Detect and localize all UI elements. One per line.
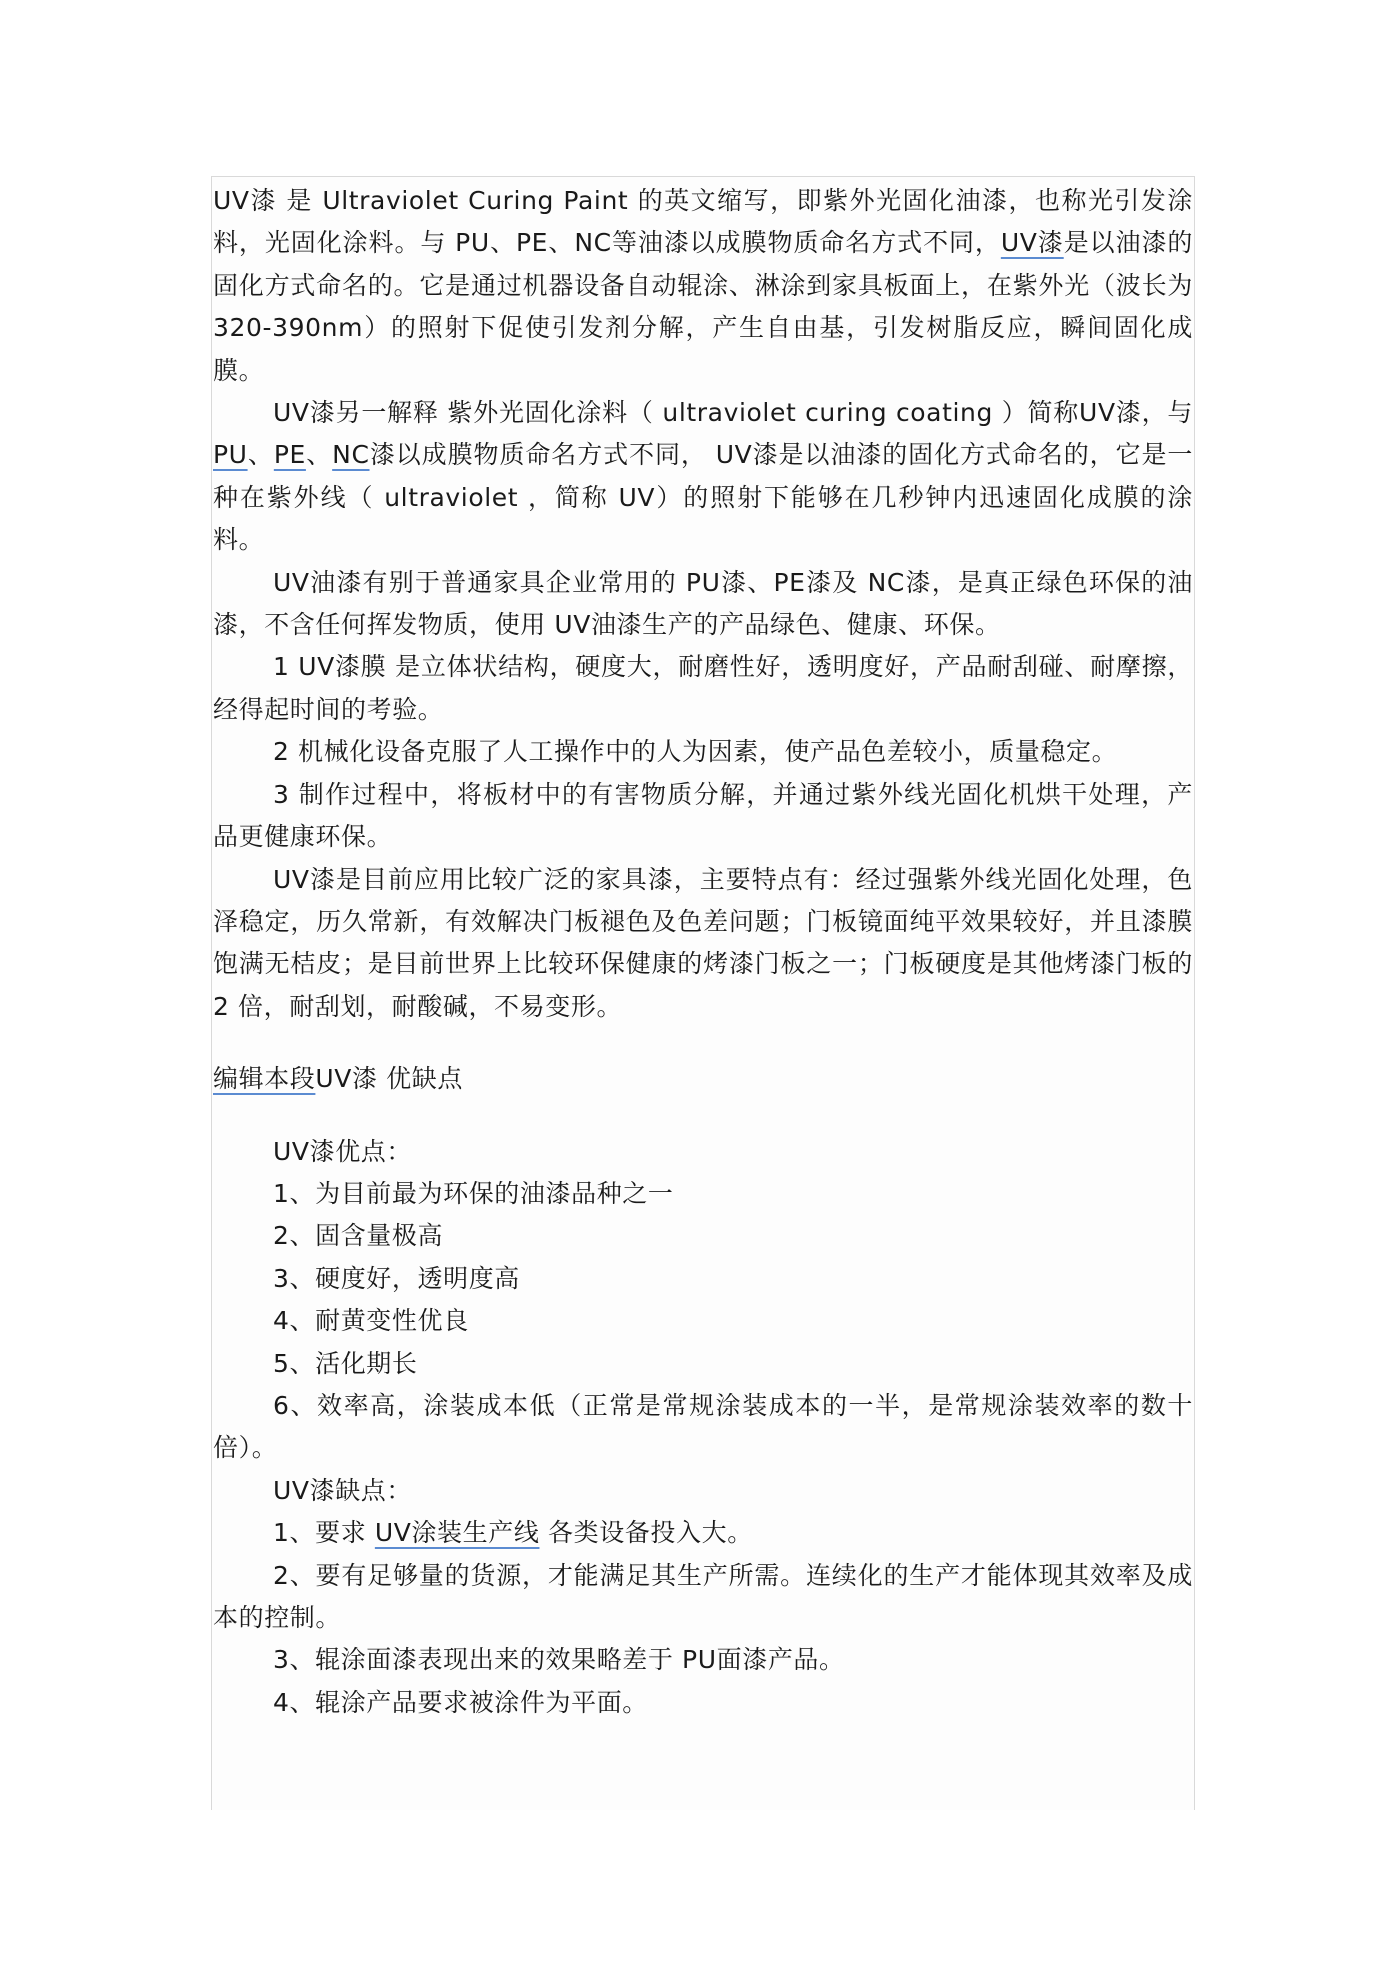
cons-item: 4、辊涂产品要求被涂件为平面。 (273, 1687, 648, 1717)
link-uv-coating-line[interactable]: UV涂装生产线 (374, 1518, 540, 1548)
paragraph-features: UV漆是目前应用比较广泛的家具漆，主要特点有：经过强紫外线光固化处理，色泽稳定，历久常新，有效解决门板褪色及色差问题；门板镜面纯平效果较好，并且漆膜饱满无桔皮；是目前世界上比较环保健康的烤漆门板之一；门板硬度是其他烤漆门板的 2 倍，耐刮划，耐酸碱，不易变形。 (213, 864, 1193, 1021)
edit-section-link[interactable]: 编辑本段 (213, 1064, 316, 1094)
paragraph-point-3: 3 制作过程中，将板材中的有害物质分解，并通过紫外线光固化机烘干处理，产品更健康环保。 (213, 779, 1193, 852)
cons-item: 2、要有足够量的货源，才能满足其生产所需。连续化的生产才能体现其效率及成本的控制。 (213, 1560, 1193, 1632)
document-content (213, 180, 1193, 1724)
cons-item: 3、辊涂面漆表现出来的效果略差于 PU面漆产品。 (273, 1645, 845, 1675)
pros-heading: UV漆优点： (273, 1136, 413, 1166)
section-heading (213, 1058, 1193, 1100)
pros-item: 6、效率高，涂装成本低（正常是常规涂装成本的一半，是常规涂装效率的数十倍）。 (213, 1390, 1193, 1463)
paragraph-green: UV油漆有别于普通家具企业常用的 PU漆、PE漆及 NC漆，是真正绿色环保的油漆，不含任何挥发物质，使用 UV油漆生产的产品绿色、健康、环保。 (213, 567, 1193, 640)
cons-item: 1、要求 UV涂装生产线 各类设备投入大。 (273, 1518, 753, 1548)
paragraph-intro: UV漆 是 Ultraviolet Curing Paint 的英文缩写，即紫外光固化油漆，也称光引发涂料，光固化涂料。与 PU、PE、NC等油漆以成膜物质命名方式不同，UV漆是以油漆的固化方式命名的。它是通过机器设备自动辊涂、淋涂到家具板面上，在紫外光（波长为 320-390nm）的照射下促使引发剂分解，产生自由基，引发树脂反应，瞬间固化成膜。 (213, 186, 1193, 385)
paragraph-point-1: 1 UV漆膜 是立体状结构，硬度大，耐磨性好，透明度好，产品耐刮碰、耐摩擦，经得起时间的考验。 (213, 652, 1193, 724)
pros-item: 1、为目前最为环保的油漆品种之一 (273, 1178, 674, 1208)
link-pu[interactable]: PU (213, 440, 248, 470)
section-title: UV漆 优缺点 (315, 1064, 463, 1094)
cons-heading: UV漆缺点： (273, 1475, 413, 1505)
pros-item: 4、耐黄变性优良 (273, 1306, 469, 1336)
paragraph-point-2: 2 机械化设备克服了人工操作中的人为因素，使产品色差较小，质量稳定。 (273, 737, 1118, 767)
link-uv-paint[interactable]: UV漆 (1000, 228, 1064, 258)
link-pe[interactable]: PE (273, 440, 306, 470)
paragraph-alt-definition: UV漆另一解释 紫外光固化涂料（ ultraviolet curing coating ）简称UV漆，与 PU、PE、NC漆以成膜物质命名方式不同， UV漆是以油漆的固化方式命名的，它是一种在紫外线（ ultraviolet ，简称 UV）的照射下能够在几秒钟内迅速固化成膜的涂料。 (213, 398, 1193, 555)
link-nc[interactable]: NC (332, 440, 370, 470)
pros-item: 3、硬度好，透明度高 (273, 1263, 520, 1293)
pros-item: 5、活化期长 (273, 1348, 418, 1378)
pros-item: 2、固含量极高 (273, 1221, 444, 1251)
